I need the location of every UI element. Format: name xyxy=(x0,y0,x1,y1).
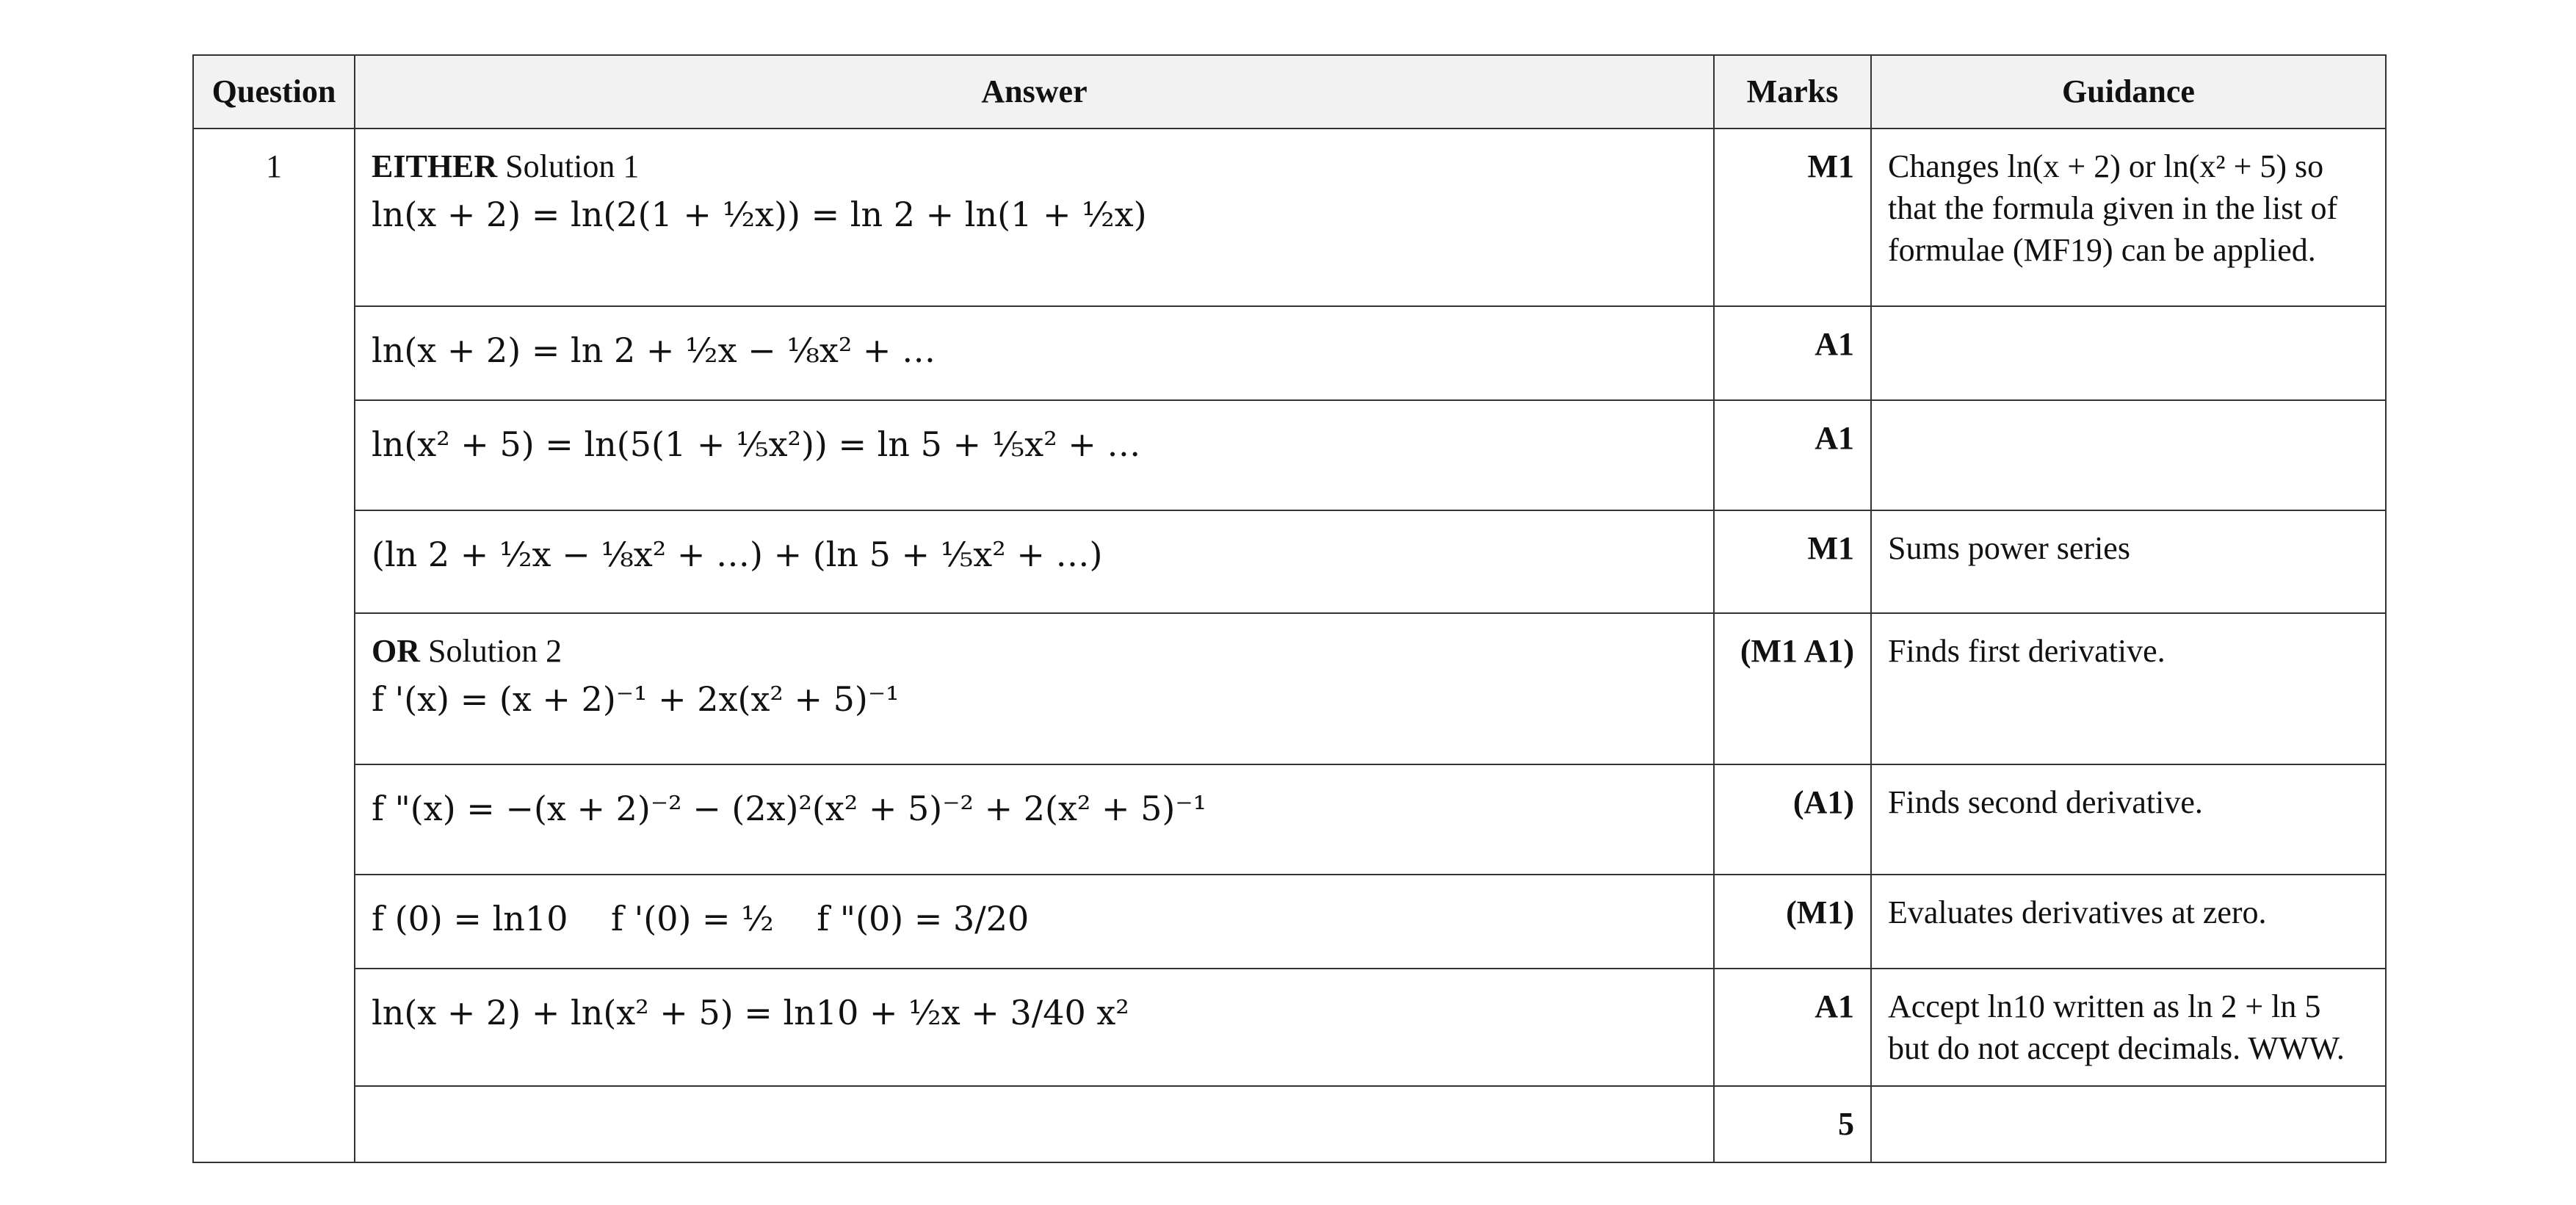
answer-cell xyxy=(355,613,1714,764)
table-row xyxy=(193,129,2386,306)
mark-cell: (A1) xyxy=(1714,764,1871,875)
answer-cell xyxy=(355,1086,1714,1162)
answer-math: f "(x) = −(x + 2)⁻² − (2x)²(x² + 5)⁻² + 2(x² + 5)⁻¹ xyxy=(372,789,1207,828)
guidance-cell: Changes ln(x + 2) or ln(x² + 5) so that the formula given in the list of formulae (MF19) can be applied. xyxy=(1871,129,2386,306)
guidance-cell: Sums power series xyxy=(1871,510,2386,613)
mark-cell: M1 xyxy=(1714,129,1871,306)
mark-cell: M1 xyxy=(1714,510,1871,613)
mark-cell: (M1) xyxy=(1714,875,1871,969)
answer-cell xyxy=(355,969,1714,1086)
header-guidance: Guidance xyxy=(1871,55,2386,129)
answer-math: ln(x² + 5) = ln(5(1 + ⅕x²)) = ln 5 + ⅕x² + … xyxy=(372,424,1141,464)
solution-heading xyxy=(372,630,1697,672)
mark-cell: A1 xyxy=(1714,400,1871,510)
mark-scheme-table xyxy=(192,54,2387,1163)
solution-label: Solution 2 xyxy=(420,633,562,669)
answer-math: ln(x + 2) = ln 2 + ½x − ⅛x² + … xyxy=(372,330,936,370)
answer-math: (ln 2 + ½x − ⅛x² + …) + (ln 5 + ⅕x² + …) xyxy=(372,535,1103,574)
guidance-cell: Accept ln10 written as ln 2 + ln 5 but do not accept decimals. WWW. xyxy=(1871,969,2386,1086)
total-marks: 5 xyxy=(1714,1086,1871,1162)
table-row xyxy=(193,613,2386,764)
table-row xyxy=(193,306,2386,400)
header-row xyxy=(193,55,2386,129)
guidance-cell: Evaluates derivatives at zero. xyxy=(1871,875,2386,969)
solution-keyword: OR xyxy=(372,633,420,669)
guidance-cell: Finds second derivative. xyxy=(1871,764,2386,875)
solution-keyword: EITHER xyxy=(372,148,498,184)
table-row xyxy=(193,969,2386,1086)
table-row xyxy=(193,400,2386,510)
answer-cell xyxy=(355,129,1714,306)
mark-cell: A1 xyxy=(1714,306,1871,400)
solution-heading xyxy=(372,145,1697,187)
header-marks: Marks xyxy=(1714,55,1871,129)
table-row xyxy=(193,875,2386,969)
answer-cell xyxy=(355,875,1714,969)
total-row xyxy=(193,1086,2386,1162)
answer-cell xyxy=(355,400,1714,510)
answer-math: ln(x + 2) + ln(x² + 5) = ln10 + ½x + 3/40 x² xyxy=(372,993,1129,1032)
table-row xyxy=(193,764,2386,875)
guidance-cell: Finds first derivative. xyxy=(1871,613,2386,764)
guidance-cell xyxy=(1871,400,2386,510)
guidance-cell xyxy=(1871,306,2386,400)
table-row xyxy=(193,510,2386,613)
answer-cell xyxy=(355,764,1714,875)
answer-cell xyxy=(355,306,1714,400)
answer-cell xyxy=(355,510,1714,613)
answer-math: f '(x) = (x + 2)⁻¹ + 2x(x² + 5)⁻¹ xyxy=(372,679,900,720)
question-number: 1 xyxy=(193,129,355,1162)
guidance-cell xyxy=(1871,1086,2386,1162)
solution-label: Solution 1 xyxy=(497,148,640,184)
mark-cell: (M1 A1) xyxy=(1714,613,1871,764)
answer-math: f (0) = ln10 f '(0) = ½ f "(0) = 3/20 xyxy=(372,899,1030,938)
header-question: Question xyxy=(193,55,355,129)
mark-cell: A1 xyxy=(1714,969,1871,1086)
answer-math: ln(x + 2) = ln(2(1 + ½x)) = ln 2 + ln(1 + ½x) xyxy=(372,195,1147,235)
header-answer: Answer xyxy=(355,55,1714,129)
